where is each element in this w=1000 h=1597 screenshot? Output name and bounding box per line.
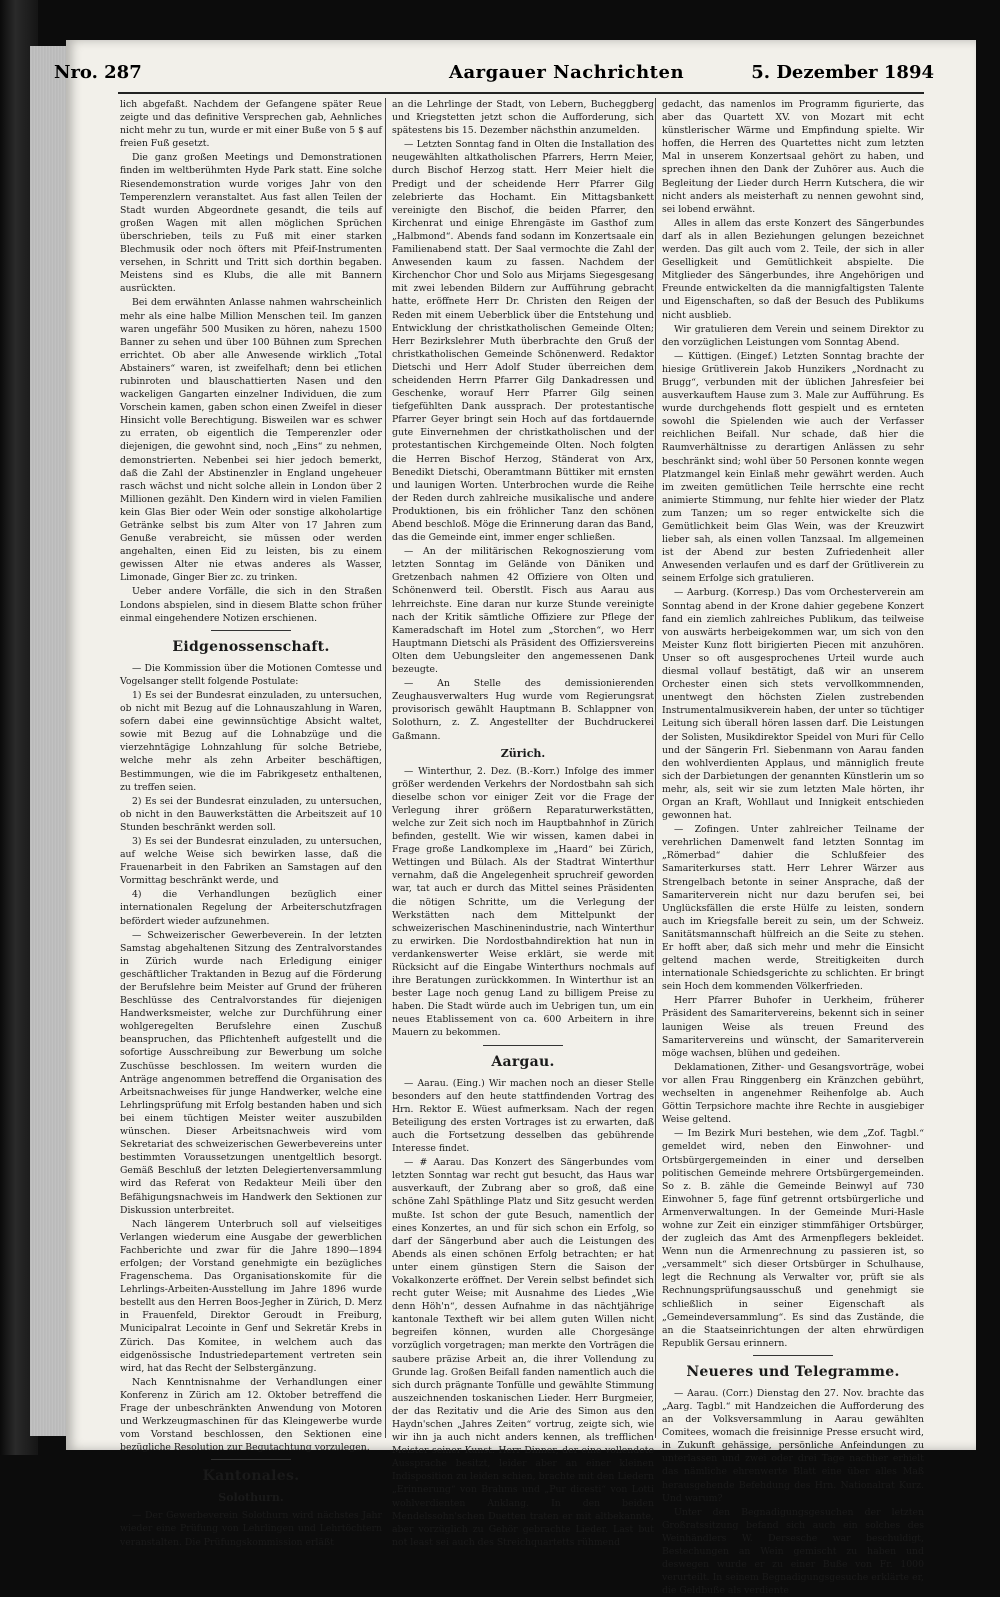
paragraph: 4) die Verhandlungen bezüglich einer internationalen Regelung der Arbeiterschutzfragen befördert wieder aufzunehmen.	[120, 889, 382, 927]
paragraph: Wir gratulieren dem Verein und seinem Direktor zu den vorzüglichen Leistungen vom Sonntag Abend.	[662, 323, 924, 348]
page-stack-edge	[30, 46, 70, 1436]
section-heading-kantonales: Kantonales.	[202, 1468, 300, 1485]
paragraph: Bei dem erwähnten Anlasse nahmen wahrscheinlich mehr als eine halbe Million Menschen teil. Im ganzen waren ungefähr 500 Musiken zu hören, nahezu 1500 Banner zu sehen und über 100 Bühnen zum Sprechen errichtet. Ob aber alle Anwesende wirklich „Total Abstainers“ waren, ist zweifelhaft; denn bei etlichen rubinroten und blauschattierten Nasen und den wackeligen Gangarten einzelner Individuen, die zum Vorschein kamen, gaben schon einen Zweifel in dieser Hinsicht volle Berechtigung. Bisweilen war es schwer zu erraten, ob eigentlich die Temperenzler oder diejenigen, die gewohnt sind, noch „Eins“ zu nehmen, demonstrierten. Nebenbei sei hier jedoch bemerkt, daß die Zahl der Abstinenzler in England ungeheuer rasch wächst und nicht solche allein in London über 2 Millionen gezählt. Den Kindern wird in vielen Familien kein Glas Bier oder Wein oder sonstige alkoholartige Getränke selbst bis zum Alter von 17 Jahren zum Genuße verabreicht, sie müssen oder werden angehalten, einen Eid zu leisten, bis zu einem gewissen Alter nie etwas anderes als Wasser, Limonade, Ginger Bier zc. zu trinken.	[120, 297, 382, 584]
paragraph: — Küttigen. (Eingef.) Letzten Sonntag brachte der hiesige Grütliverein Jakob Hunzikers „Nordnacht zu Brugg“, verbunden mit der üblichen Jahresfeier bei ausverkauftem Hause zum 3. Male zur Aufführung. Es wurde durchgehends flott gespielt und es ernteten sowohl die Spielenden wie auch der Verfasser reichlichen Beifall. Nur schade, daß hier die Raumverhältnisse zu derartigen Anlässen zu sehr beschränkt sind; wohl über 50 Personen konnte wegen Platzmangel kein Einlaß mehr gewährt werden. Auch im zweiten gemütlichen Teile herrschte eine recht animierte Stimmung, nur fehlte hier wieder der Platz zum Tanzen; um so reger entwickelte sich die Gemütlichkeit beim Glas Wein, was der Kreuzwirt lieber sah, als einen vollen Tanzsaal. Im allgemeinen ist der Abend zur besten Zufriedenheit aller Anwesenden verlaufen und es darf der Grütliverein zu seinem Erfolge sich gratulieren.	[662, 350, 924, 585]
paragraph: 1) Es sei der Bundesrat einzuladen, zu untersuchen, ob nicht mit Bezug auf die Lohnauszahlung in Waren, sofern dabei eine gewinnsüchtige Absicht waltet, sowie mit Bezug auf die Lohnabzüge und die vierzehntägige Lohnzahlung für solche Betriebe, welche mehr als zehn Arbeiter beschäftigen, Bestimmungen, wie die im Fabrikgesetz enthaltenen, zu treffen seien.	[120, 689, 382, 793]
paragraph: Nach längerem Unterbruch soll auf vielseitiges Verlangen wiederum eine Ausgabe der gewerblichen Fachberichte und zwar für die Jahre 1890—1894 erfolgen; der Vorstand genehmigte ein bezügliches Fragenschema. Das Organisationskomite für die Lehrlings-Arbeiten-Ausstellung im Jahre 1896 wurde bestellt aus den Herren Boos-Jegher in Zürich, D. Merz in Frauenfeld, Direktor Geroudt in Freiburg, Municipalrat Lecointe in Genf und Sekretär Krebs in Zürich. Das Komitee, in welchem auch das eidgenössische Industriedepartement vertreten sein wird, hat das Recht der Selbstergänzung.	[120, 1218, 382, 1374]
header-rule	[118, 92, 924, 94]
paragraph: Ueber andere Vorfälle, die sich in den Straßen Londons abspielen, sind in diesem Blatte schon früher einmal eingehendere Notizen erschienen.	[120, 586, 382, 624]
paragraph: — An der militärischen Rekognoszierung vom letzten Sonntag im Gelände von Däniken und Gretzenbach nahmen 42 Offiziere von Olten und Schönenwerd teil. Oberstlt. Fisch aus Aarau aus lehrreichste. Eine daran nur kurze Stunde vereinigte nach der Kritik sämtliche Offiziere zur Pflege der Kameradschaft im Hotel zum „Storchen“, wo Herr Hauptmann Dietschi als Präsident des Offiziersvereins Olten dem Uebungsleiter den angemessenen Dank bezeugte.	[392, 546, 654, 676]
column-3	[662, 98, 924, 1597]
issue-number: Nro. 287	[54, 62, 142, 83]
paragraph: — Schweizerischer Gewerbeverein. In der letzten Samstag abgehaltenen Sitzung des Zentralvorstandes in Zürich wurde nach Erledigung einiger geschäftlicher Traktanden in Bezug auf die Förderung der Berufslehre beim Meister auf Grund der früheren Beschlüsse des Centralvorstandes für diejenigen Handwerksmeister, welche zur Durchführung einer wohlgeregelten Berufslehre einen Zuschuß beanspruchen, das Pflichtenheft aufgestellt und die sofortige Ausschreibung zur Bewerbung um solche Zuschüsse beschlossen. Im weitern wurden die Anträge angenommen betreffend die Organisation des Arbeitsnachweises für junge Handwerker, welche eine Lehrlingsprüfung mit Erfolg bestanden haben und sich bei einem tüchtigen Meister weiter auszubilden wünschen. Dieser Arbeitsnachweis wird vom Sekretariat des schweizerischen Gewerbevereins unter bestimmten Voraussetzungen unentgeltlich besorgt. Gemäß Beschluß der letzten Delegiertenversammlung wird das Referat von Redakteur Meili über den Befähigungsnachweis im Handwerk den Sektionen zur Diskussion unterbreitet.	[120, 929, 382, 1216]
paragraph: Nach Kenntnisnahme der Verhandlungen einer Konferenz in Zürich am 12. Oktober betreffend die Frage der unbeschränkten Anwendung von Motoren und Werkzeugmaschinen für das Kleingewerbe wurde vom Vorstand beschlossen, den Sektionen eine bezügliche Resolution zur Begutachtung vorzulegen.	[120, 1376, 382, 1454]
paragraph: — Aarau. (Corr.) Dienstag den 27. Nov. brachte das „Aarg. Tagbl.“ mit Handzeichen die Aufforderung des an der Volksversammlung in Aarau gewählten Comitees, womach die freisinnige Presse ersucht wird, in Zukunft gehässige, persönliche Anfeindungen zu unterlassen und zwei oder drei Tage nachher erhielt das nämliche ehrenwerte Blatt eine über alles Maß herausgehende Befehdung des Hrn. Nationalrat Kurz. Und warum?	[662, 1387, 924, 1504]
paragraph: Deklamationen, Zither- und Gesangsvorträge, wobei vor allen Frau Ringgenberg ein Kränzchen gebührt, wechselten in angenehmer Reihenfolge ab. Auch Göttin Terpsichore machte ihre Rechte in ausgiebiger Weise geltend.	[662, 1061, 924, 1126]
paragraph: — Aarau. (Eing.) Wir machen noch an dieser Stelle besonders auf den heute stattfindenden Vortrag des Hrn. Rektor E. Wüest aufmerksam. Nach der regen Beteiligung des ersten Vortrages ist zu erwarten, daß auch die Fortsetzung desselben das gebührende Interesse findet.	[392, 1077, 654, 1155]
paragraph: 2) Es sei der Bundesrat einzuladen, zu untersuchen, ob nicht in den Bauwerkstätten die Arbeitszeit auf 10 Stunden beschränkt werden soll.	[120, 795, 382, 833]
section-heading-aargau: Aargau.	[491, 1053, 555, 1070]
paragraph: — Im Bezirk Muri bestehen, wie dem „Zof. Tagbl.“ gemeldet wird, neben den Einwohner- und Ortsbürgergemeinden in einer und derselben politischen Gemeinde mehrere Ortsbürgergemeinden. So z. B. zähle die Gemeinde Beinwyl auf 730 Einwohner 5, fage fünf getrennt ortsbürgerliche und Armenverwaltungen. In der Gemeinde Muri-Hasle wohne zur Zeit ein einziger stimmfähiger Ortsbürger, der zugleich das Amt des Armenpflegers bekleidet. Wenn nun die Armenrechnung zu passieren ist, so „versammelt“ sich dieser Ortsbürger in Schulhause, legt die Rechnung als Verwalter vor, prüft sie als Rechnungsprüfungsausschuß und genehmigt sie schließlich in seiner Eigenschaft als „Gemeindeversammlung“. Es sind das Zustände, die an die Staatseinrichtungen der alten ehrwürdigen Republik Gersau erinnern.	[662, 1128, 924, 1349]
paragraph: Alles in allem das erste Konzert des Sängerbundes darf als in allen Beziehungen gelungen bezeichnet werden. Das gilt auch vom 2. Teile, der sich in aller Geselligkeit und Gemütlichkeit abspielte. Die Mitglieder des Sängerbundes, ihre Angehörigen und Freunde entwickelten da die mannigfaltigsten Talente und Eigenschaften, so daß der Besuch des Publikums nicht ausblieb.	[662, 217, 924, 321]
masthead	[54, 62, 934, 90]
paragraph: Unter den Begnadigungsgesuchen der letzten Großratssitzung befand sich auch ein solches des Weinhändlers W. Dersesche war beschuldigt, Bestechungen an Wein gemischt zu haben und deswegen wurde er zu einer Buße von Fr. 1000 verurteilt. In seinem Begnadigungsgesuche erklärte er, die Geldbuße als verdiente	[662, 1506, 924, 1597]
issue-date: 5. Dezember 1894	[751, 62, 934, 83]
column-divider	[385, 98, 386, 1438]
section-divider	[211, 1459, 291, 1460]
column-1	[120, 98, 382, 1548]
paragraph: 3) Es sei der Bundesrat einzuladen, zu untersuchen, auf welche Weise sich bewirken lasse, daß die Frauenarbeit in den Fabriken an Samstagen auf den Vormittag beschränkt werde, und	[120, 835, 382, 887]
paragraph: — Zofingen. Unter zahlreicher Teilname der verehrlichen Damenwelt fand letzten Sonntag im „Römerbad“ dahier die Schlußfeier des Samariterkurses statt. Herr Lehrer Wärzer aus Strengelbach betonte in seiner Ansprache, daß der Samariterverein nicht nur dazu berufen sei, bei Unglücksfällen die erste Hülfe zu leisten, sondern auch im Kriegsfalle bereit zu sein, um der Schweiz. Sanitätsmannschaft hülfreich an die Seite zu stehen. Er hofft aber, daß sich mehr und mehr die Einsicht geltend machen werde, Streitigkeiten durch internationale Schiedsgerichte zu schlichten. Er bringt sein Hoch dem kommenden Völkerfrieden.	[662, 824, 924, 993]
paragraph: an die Lehrlinge der Stadt, von Lebern, Bucheggberg und Kriegstetten jetzt schon die Aufforderung, sich spätestens bis 15. Dezember nächsthin anzumelden.	[392, 99, 654, 137]
paragraph: lich abgefaßt. Nachdem der Gefangene später Reue zeigte und das definitive Versprechen gab, Aehnliches nicht mehr zu tun, wurde er mit einer Buße von 5 $ auf freien Fuß gesetzt.	[120, 99, 382, 150]
newspaper-title: Aargauer Nachrichten	[449, 62, 685, 83]
paragraph: — Der Gewerbeverein Solothurn wird nächstes Jahr wieder eine Prüfung von Lehrlingen und Lehrtöchtern veranstalten. Die Prüfungskommission erläßt	[120, 1510, 382, 1548]
subheading-solothurn: Solothurn.	[218, 1491, 284, 1505]
section-divider	[483, 1045, 563, 1046]
paragraph: — Die Kommission über die Motionen Comtesse und Vogelsanger stellt folgende Postulate:	[120, 662, 382, 687]
paragraph: Herr Pfarrer Buhofer in Uerkheim, früherer Präsident des Samaritervereins, bekennt sich in seiner launigen Weise als treuen Freund des Samaritervereins und wünscht, der Samariterverein möge wachsen, blühen und gedeihen.	[662, 995, 924, 1059]
column-2	[392, 98, 654, 1548]
column-divider	[655, 98, 656, 1438]
subheading-zurich: Zürich.	[500, 746, 546, 760]
paragraph: — Aarburg. (Korresp.) Das vom Orchesterverein am Sonntag abend in der Krone dahier gegebene Konzert fand ein ziemlich zahlreiches Publikum, das teilweise von auswärts herbeigekommen war, um sich von den Meister Kunz flott birigierten Piecen mit anzuhören. Unser so oft ausgesprochenes Urteil wurde auch diesmal vollauf bestätigt, daß wir an unserem Orchester einen sich stets vervollkommnenden, unentwegt den höchsten Zielen zustrebenden Instrumentalmusikverein haben, der unter so tüchtiger Leitung sich überall hören lassen darf. Die Leistungen der Solisten, Musikdirektor Speidel von Muri für Cello und der Sängerin Frl. Siebenmann von Aarau fanden den wohlverdienten Applaus, und männiglich freute sich der Darbietungen der genannten Künstlerin um so mehr, als, seit wir sie zum letzten Male hörten, ihr Organ an Kraft, Wohllaut und Innigkeit entschieden gewonnen hat.	[662, 587, 924, 822]
paragraph: — Winterthur, 2. Dez. (B.-Korr.) Infolge des immer größer werdenden Verkehrs der Nordostbahn sah sich dieselbe schon vor einiger Zeit vor die Frage der Verlegung ihrer größern Reparaturwerkstätten, welche zur Zeit sich noch im Hauptbahnhof in Zürich befinden, gestellt. Wie wir wissen, kamen dabei in Frage große Landkomplexe im „Haard“ bei Zürich, Wettingen und Bülach. Als der Stadtrat Winterthur vernahm, daß die Angelegenheit spruchreif geworden war, tat auch er durch das Mittel seines Präsidenten die nötigen Schritte, um die Verlegung der Werkstätten nach dem Mittelpunkt der schweizerischen Maschinenindustrie, nach Winterthur zu erwirken. Die Nordostbahndirektion hat nun in verdankenswerter Weise erklärt, sie werde mit Rücksicht auf die Eingabe Winterthurs nochmals auf ihre Beratungen zurückkommen. In Winterthur ist an bester Lage noch genug Land zu billigem Preise zu haben. Die Stadt würde auch im Uebrigen tun, um ein neues Etablissement von ca. 600 Arbeitern in ihre Mauern zu bekommen.	[392, 765, 654, 1039]
section-divider	[753, 1355, 833, 1356]
paragraph: gedacht, das namenlos im Programm figurierte, das aber das Quartett XV. von Mozart mit echt künstlerischer Wärme und Empfindung spielte. Wir hoffen, die Herren des Quartettes nicht zum letzten Mal in unserem Konzertsaal gehört zu haben, und sprechen ihnen den Dank der Zuhörer aus. Auch die Begleitung der Lieder durch Herrn Kutschera, die wir nicht anders als meisterhaft zu nennen gewohnt sind, sei lobend erwähnt.	[662, 99, 924, 215]
section-heading-neueres: Neueres und Telegramme.	[686, 1363, 900, 1380]
paragraph: Die ganz großen Meetings und Demonstrationen finden im weltberühmten Hyde Park statt. Eine solche Riesendemonstration wurde voriges Jahr von den Temperenzlern veranstaltet. Aus fast allen Teilen der Stadt wurden Abgeordnete gesandt, die teils auf großen Wagen mit allen möglichen Sprüchen überschrieben, teils zu Fuß mit einer starken Blechmusik oder noch öfters mit Pfeif-Instrumenten versehen, in Schritt und Tritt sich dorthin begaben. Meistens sind es Klubs, die alle mit Bannern ausrückten.	[120, 152, 382, 295]
paragraph: — An Stelle des demissionierenden Zeughausverwalters Hug wurde vom Regierungsrat provisorisch gewählt Hauptmann B. Schlappner von Solothurn, z. Z. Angestellter der Buchdruckerei Gaßmann.	[392, 678, 654, 742]
section-divider	[211, 630, 291, 631]
section-heading-eidgenossenschaft: Eidgenossenschaft.	[172, 638, 330, 655]
paragraph: — Letzten Sonntag fand in Olten die Installation des neugewählten altkatholischen Pfarrers, Herrn Meier, durch Bischof Herzog statt. Herr Meier hielt die Predigt und der scheidende Herr Pfarrer Gilg zelebrierte das Hochamt. Ein Mittagsbankett vereinigte den Bischof, die beiden Pfarrer, den Kirchenrat und einige Ehrengäste im Gasthof zum „Halbmond“. Abends fand sodann im Konzertsaale ein Familienabend statt. Der Saal vermochte die Zahl der Anwesenden kaum zu fassen. Nachdem der Kirchenchor Chor und Solo aus Mirjams Siegesgesang mit zwei lebenden Bildern zur Aufführung gebracht hatte, eröffnete Herr Dr. Christen den Reigen der Reden mit einem Ueberblick über die Entstehung und Entwicklung der christkatholischen Gemeinde Olten; Herr Bezirkslehrer Muth überbrachte den Gruß der christkatholischen Gemeinde Schönenwerd. Redaktor Dietschi und Herr Adolf Studer überreichen dem scheidenden Herrn Pfarrer Gilg Dankadressen und Geschenke, worauf Herr Pfarrer Gilg seinen tiefgefühlten Dank aussprach. Der protestantische Pfarrer Geyer bringt sein Hoch auf das fortdauernde gute Einvernehmen der christkatholischen und der protestantischen Kirchgemeinde Olten. Noch folgten die Herren Bischof Herzog, Ständerat von Arx, Benedikt Dietschi, Oberamtmann Büttiker mit ernsten und launigen Worten. Unterbrochen wurde die Reihe der Reden durch zahlreiche musikalische und andere Produktionen, bis ein fröhlicher Tanz den schönen Abend beschloß. Möge die Erinnerung daran das Band, das die Gemeinde eint, immer enger schließen.	[392, 139, 654, 544]
paragraph: — # Aarau. Das Konzert des Sängerbundes vom letzten Sonntag war recht gut besucht, das Haus war ausverkauft, der Zubrang aber so groß, daß eine schöne Zahl Späthlinge Platz und Sitz gesucht werden mußte. Ist schon der gute Besuch, namentlich der eines Konzertes, an und für sich schon ein Erfolg, so darf der Sängerbund aber auch die Leistungen des Abends als einen schönen Erfolg betrachten; er hat unter einem günstigen Stern die Saison der Vokalkonzerte eröffnet. Der Verein selbst befindet sich recht guter Weise; mit Ausnahme des Liedes „Wie denn Höh'n“, dessen Aufnahme in das nächtjährige kantonale Textheft wir bei allem guten Willen nicht begreifen können, wurden alle Chorgesänge vorzüglich vorgetragen; man merkte den Vorträgen die saubere präzise Arbeit an, die ihrer Vollendung zu Grunde lag. Großen Beifall fanden namentlich auch die sich durch prägnante Tonfülle und gewählte Stimmung auszeichnenden toskanischen Lieder. Herr Burgmeier, der das Rezitativ und die Arie des Simon aus den Haydn'schen „Jahres Zeiten“ vortrug, zeigte sich, wie wir ihn ja auch nicht anders kennen, als trefflichen Meister seiner Kunst. Herr Dinner, der eine vollendete Aussprache besitzt, leider aber an einer kleinen Indisposition zu leiden schien, brachte mit den Liedern „Erinnerung“ von Brahms und „Pur dicesti“ von Lotti wohlverdienten Anklang. In den beiden Mendelssohn'schen Duetten traten er mit altbekannte, aber vorzüglich zu Gehör gebrachte Lieder. Last but not least sei auch des Streichquartetts rühmend	[392, 1157, 654, 1548]
